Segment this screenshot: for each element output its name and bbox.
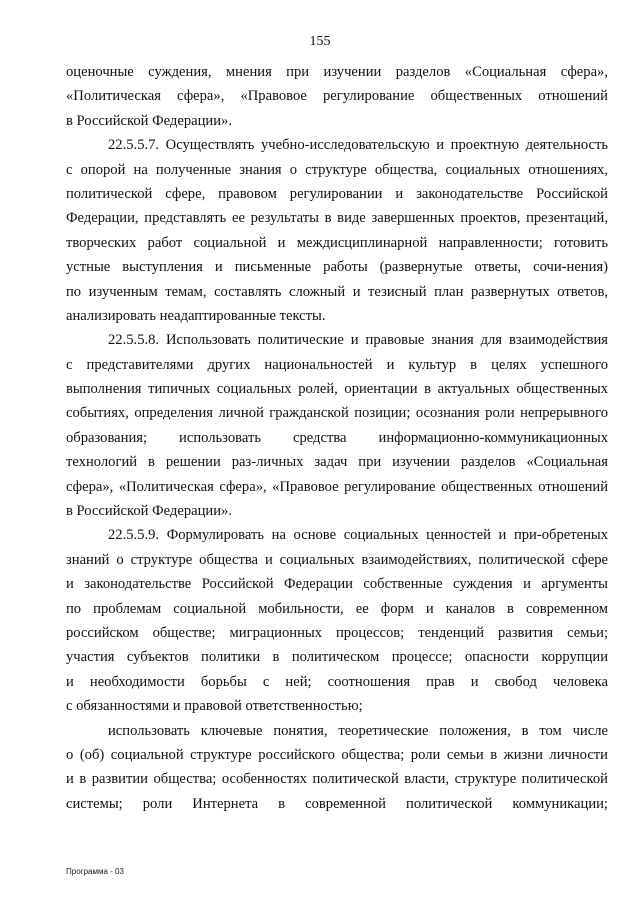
text-line: о (об) социальной структуре российского общества; роли семьи в жизни личности (66, 746, 608, 763)
text-line: по проблемам социальной мобильности, ее форм и каналов в современном (66, 600, 608, 617)
text-line: и необходимости борьбы с ней; соотношения прав и свобод человека (66, 673, 608, 690)
text-line: политической сфере, правовом регулировании и законодательстве Российской (66, 185, 608, 202)
text-line: событиях, определения личной гражданской позиции; осознания роли непрерывного (66, 405, 608, 422)
text-line: оценочные суждения, мнения при изучении разделов «Социальная сфера», (66, 64, 608, 80)
text-line: знаний о структуре общества и социальных взаимодействиях, политической сфере (66, 551, 608, 568)
text-line: образования; использовать средства информационно-коммуникационных (66, 429, 608, 446)
text-line: в Российской Федерации». (66, 503, 232, 520)
footer-label: Программа - 03 (66, 867, 124, 876)
text-line: выполнения типичных социальных ролей, ориентации в актуальных общественных (66, 381, 608, 398)
text-line: 22.5.5.9. Формулировать на основе социальных ценностей и при-обретеных (108, 527, 608, 544)
text-line: творческих работ социальной и междисциплинарной направленности; готовить (66, 234, 608, 251)
text-line: в Российской Федерации». (66, 112, 232, 129)
text-line: системы; роли Интернета в современной политической коммуникации; (66, 795, 608, 812)
text-line: российском обществе; миграционных процессов; тенденций развития семьи; (66, 624, 608, 641)
text-line: «Политическая сфера», «Правовое регулирование общественных отношений (66, 88, 608, 105)
text-line: участия субъектов политики в политическом процессе; опасности коррупции (66, 649, 608, 666)
body-text (66, 60, 608, 816)
text-line: по изученным темам, составлять сложный и тезисный план развернутых ответов, (66, 283, 608, 300)
text-line: 22.5.5.8. Использовать политические и правовые знания для взаимодействия (108, 332, 608, 349)
text-line: сфера», «Политическая сфера», «Правовое регулирование общественных отношений (66, 478, 608, 495)
text-line: и в развитии общества; особенностях политической власти, структуре политической (66, 771, 608, 788)
text-line: и законодательстве Российской Федерации собственные суждения и аргументы (66, 576, 608, 593)
text-line: с опорой на полученные знания о структуре общества, социальных отношениях, (66, 161, 608, 178)
text-line: 22.5.5.7. Осуществлять учебно-исследовательскую и проектную деятельность (108, 137, 608, 154)
text-line: устные выступления и письменные работы (развернутые ответы, сочи-нения) (66, 259, 608, 276)
text-line: анализировать неадаптированные тексты. (66, 307, 326, 324)
text-line: Федерации, представлять ее результаты в виде завершенных проектов, презентаций, (66, 210, 608, 227)
text-line: с обязанностями и правовой ответственностью; (66, 698, 363, 715)
text-line: технологий в решении раз-личных задач при изучении разделов «Социальная (66, 454, 608, 471)
page-number: 155 (309, 34, 331, 49)
text-line: с представителями других национальностей и культур в целях успешного (66, 356, 608, 373)
text-line: использовать ключевые понятия, теоретические положения, в том числе (108, 722, 608, 739)
